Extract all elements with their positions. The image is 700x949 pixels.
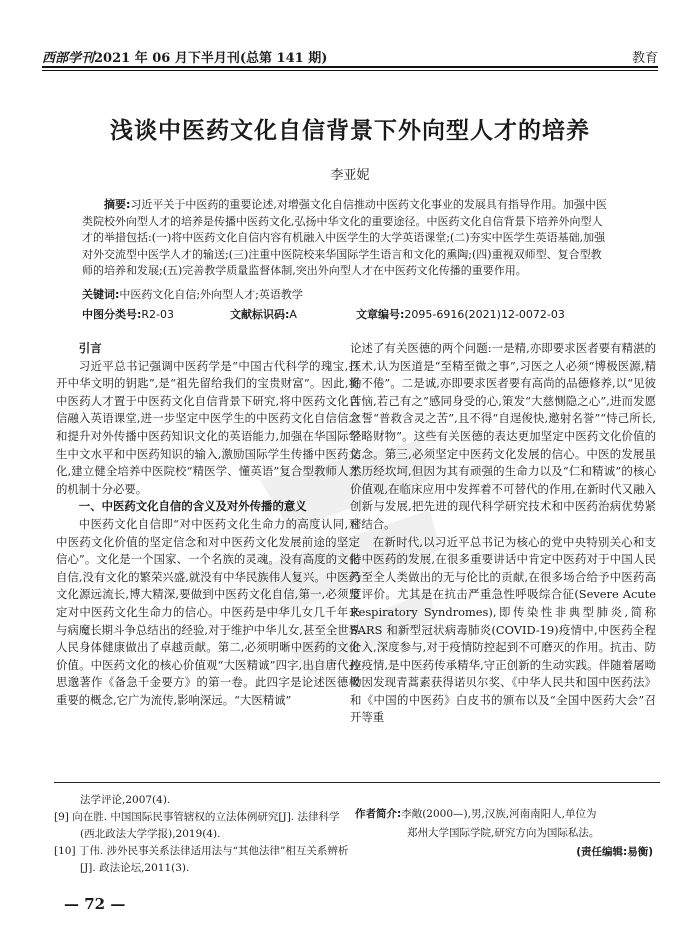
author-bio	[355, 805, 655, 862]
right-paragraph-1: 论述了有关医德的两个问题:一是精,亦即要求医者要有精湛的医术,认为医道是“至精至微之事”,习医之人必须“博极医源,精勤不倦”。二是诚,亦即要求医者要有高尚的品德修养,以“见彼苦恼,若己有之”感同身受的心,策发“大慈恻隐之心”,进而发愿立誓“普救含灵之苦”,且不得“自逞俊快,邀射名誉”“恃己所长,经略财物”。这些有关医德的表达更加坚定中医药文化价值的信念。第三,必须坚定中医药文化发展的信心。中医的发展虽然历经坎坷,但因为其有顽强的生命力以及“仁和精诚”的核心价值观,在临床应用中发挥着不可替代的作用,在新时代又融入创新与发展,把先进的现代科学研究技术和中医药治病优势紧密结合。	[350, 341, 656, 531]
responsible-editor: (责任编辑:易衡)	[576, 846, 653, 858]
abstract-text: 习近平关于中医药的重要论述,对增强文化自信推动中医药文化事业的发展具有指导作用。加强中医类院校外向型人才的培养是传播中医药文化,弘扬中华文化的重要途径。中医药文化自信背景下培养外向型人才的举措包括:(一)将中医药文化自信内容有机融入中医学生的大学英语课堂;(二)夯实中医学生英语基础,加强对外交流型中医学人才的输送;(三)注重中医院校来华国际学生语言和文化的熏陶;(四)重视双师型、复合型教师的培养和发展;(五)完善教学质量监督体制,突出外向型人才在中医药文化传播的重要作用。	[82, 198, 607, 277]
section-1-heading: 一、中医药文化自信的含义及对外传播的意义	[78, 499, 307, 514]
author-bio-line-1: 李敞(2000—),男,汉族,河南南阳人,单位为	[401, 808, 597, 820]
abstract-label: 摘要:	[104, 198, 131, 211]
reference-item: [9] 向在胜. 中国国际民事管辖权的立法体例研究[J]. 法律科学(西北政法大学学报),2019(4).	[54, 811, 340, 840]
references-list	[54, 792, 350, 877]
intro-paragraph: 习近平总书记强调中医药学是“中国古代科学的瑰宝,打开中华文明的钥匙”,是“祖先留给我们的宝贵财富”。因此,将中医药人才置于中医药文化自信背景下研究,将中医药文化自信融入英语课堂,进一步坚定中医学生的中医药文化自信信念和提升对外传播中医药知识文化的英语能力,加强在华国际学生中文水平和中医药知识的输入,激励国际学生传播中医药文化,建立健全培养中医院校“精医学、懂英语”复合型教师人才的机制十分必要。	[56, 358, 360, 496]
right-paragraph-2: 在新时代,以习近平总书记为核心的党中央特别关心和支持中医药的发展,在很多重要讲话中肯定中医药对于中国人民乃至全人类做出的无与伦比的贡献,在很多场合给予中医药高度评价。尤其是在抗击严重急性呼吸综合征(Severe Acute Respiratory Syndromes),即传染性非典型肺炎,简称 SARS 和新型冠状病毒肺炎(COVID-19)疫情中,中医药全程介入,深度参与,对于疫情防控起到不可磨灭的作用。抗击、防控疫情,是中医药传承精华,守正创新的生动实践。伴随着屠呦呦因发现青蒿素获得诺贝尔奖、《中华人民共和国中医药法》和《中国的中医药》白皮书的颁布以及“全国中医药大会”召开等重	[350, 534, 656, 725]
article-author: 李亚妮	[330, 168, 370, 183]
reference-continuation: 法学评论,2007(4).	[80, 794, 171, 806]
header-rule-thick	[42, 66, 658, 68]
journal-logo: 西部学刊	[42, 51, 95, 66]
section-1-paragraph: 中医药文化自信即“对中医药文化生命力的高度认同,对中医药文化价值的坚定信念和对中医药文化发展前途的坚定信心”。文化是一个国家、一个名族的灵魂。没有高度的文化自信,没有文化的繁荣兴盛,就没有中华民族伟人复兴。中医药文化源远流长,博大精深,要做到中医药文化自信,第一,必须坚定对中医药文化生命力的信心。中医药是中华儿女几千年来与病魔长期斗争总结出的经验,对于维护中华儿女,甚至全世界人民身体健康做出了卓越贡献。第二,必须明晰中医药的文化价值。中医药文化的核心价值观“大医精诚”四字,出自唐代孙思邈著作《备急千金要方》的第一卷。此四字是论述医德极重要的概念,它广为流传,影响深远。“大医精诚”	[56, 516, 360, 707]
article-title: 浅谈中医药文化自信背景下外向型人才的培养	[110, 117, 590, 144]
author-bio-line-2: 郑州大学国际学院,研究方向为国际私法。	[407, 827, 600, 839]
clc-number: 中图分类号:R2-03	[82, 308, 175, 321]
keywords	[82, 286, 642, 302]
document-code: 文献标识码:A	[230, 308, 297, 321]
article-number: 文章编号:2095-6916(2021)12-0072-03	[356, 308, 565, 321]
body-column-right	[350, 340, 656, 727]
footnote-rule	[54, 782, 660, 783]
reference-item: [10] 丁伟. 涉外民事关系法律适用法与“其他法律”相互关系辨析[J]. 政法论坛,2011(3).	[54, 845, 349, 874]
intro-heading: 引言	[78, 341, 102, 355]
page-number: — 72 —	[64, 895, 126, 913]
section-label: 教育	[631, 51, 658, 66]
keywords-text: 中医药文化自信;外向型人才;英语教学	[119, 288, 303, 301]
issue-info: 2021 年 06 月下半月刊(总第 141 期)	[94, 51, 328, 66]
abstract	[82, 197, 612, 280]
header-rule-thin	[42, 70, 658, 71]
body-column-left	[56, 340, 360, 709]
keywords-label: 关键词:	[82, 288, 120, 301]
running-header	[42, 44, 658, 66]
journal-issue-line	[42, 47, 327, 66]
author-bio-label: 作者简介:	[355, 808, 402, 820]
